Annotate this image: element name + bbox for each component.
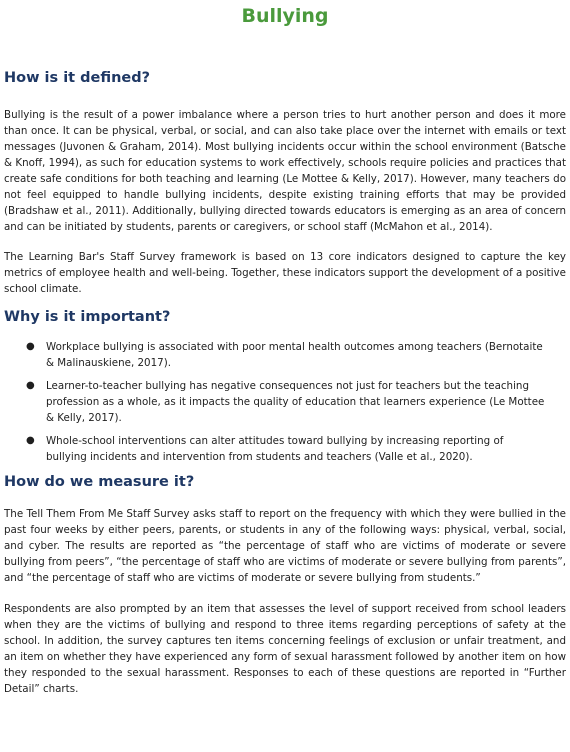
- page-title: Bullying: [241, 5, 329, 27]
- list-item: [26, 433, 566, 465]
- document-page: [4, 0, 566, 697]
- paragraph-definition: Bullying is the result of a power imbalance where a person tries to hurt another person and does it more than once. It can be physical, verbal, or social, and can also take place over the internet with emails or text messages (Juvonen & Graham, 2014). Most bullying incidents occur within the school environment (Batsche & Knoff, 1994), as such for education systems to work effectively, schools require policies and practices that create safe conditions for both teaching and learning (Le Mottee & Kelly, 2017). However, many teachers do not feel equipped to handle bullying incidents, despite existing training efforts that may be provided (Bradshaw et al., 2011). Additionally, bullying directed towards educators is emerging as an area of concern and can be initiated by students, parents or caregivers, or school staff (McMahon et al., 2014).: [4, 109, 566, 233]
- heading-how-do-we-measure-it: How do we measure it?: [4, 474, 195, 490]
- bullet-icon: ●: [26, 435, 35, 446]
- importance-list: [4, 339, 566, 465]
- list-item-text: Learner-to-teacher bullying has negative consequences not just for teachers but the teaching profession as a whole, as it impacts the quality of education that learners experience (Le Mottee & Kelly, 2017).: [46, 380, 545, 424]
- bullet-icon: ●: [26, 341, 35, 352]
- heading-how-is-it-defined: How is it defined?: [4, 70, 151, 86]
- paragraph-framework: The Learning Bar's Staff Survey framework is based on 13 core indicators designed to capture the key metrics of employee health and well-being. Together, these indicators support the development of a positive school climate.: [4, 251, 566, 295]
- bullet-icon: ●: [26, 380, 35, 391]
- list-item: [26, 339, 566, 371]
- list-item-text: Whole-school interventions can alter attitudes toward bullying by increasing reporting of bullying incidents and intervention from students and teachers (Valle et al., 2020).: [46, 435, 504, 463]
- paragraph-survey-frequency: The Tell Them From Me Staff Survey asks staff to report on the frequency with which they were bullied in the past four weeks by either peers, parents, or students in any of the following ways: physical, verbal, social, and cyber. The results are reported as “the percentage of staff who are victims of moderate or severe bullying from peers”, “the percentage of staff who are victims of moderate or severe bullying from parents”, and “the percentage of staff who are victims of moderate or severe bullying from students.”: [4, 508, 566, 584]
- paragraph-survey-items: Respondents are also prompted by an item that assesses the level of support received from school leaders when they are the victims of bullying and respond to three items regarding perceptions of safety at the school. In addition, the survey captures ten items concerning feelings of exclusion or unfair treatment, and an item on whether they have experienced any form of sexual harassment followed by another item on how they responded to the sexual harassment. Responses to each of these questions are reported in “Further Detail” charts.: [4, 603, 566, 695]
- list-item: [26, 378, 566, 426]
- list-item-text: Workplace bullying is associated with poor mental health outcomes among teachers (Bernotaite & Malinauskiene, 2017).: [46, 341, 543, 369]
- heading-why-is-it-important: Why is it important?: [4, 309, 171, 325]
